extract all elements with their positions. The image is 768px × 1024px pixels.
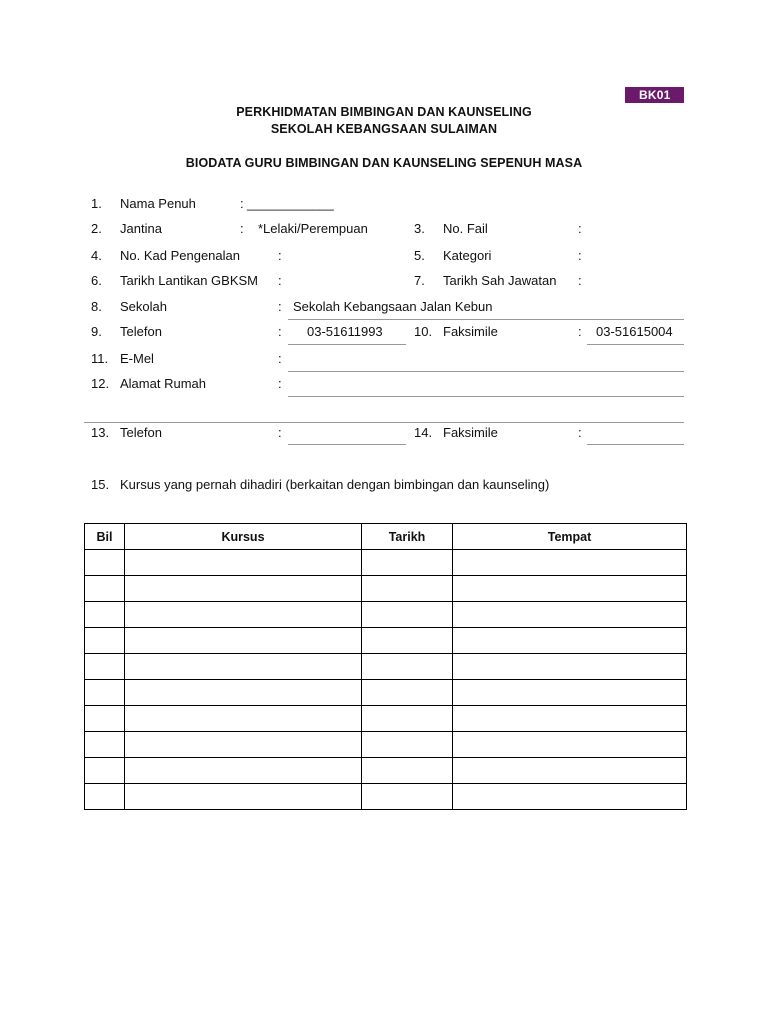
field-6-colon: : — [278, 273, 282, 288]
tarikh-cell[interactable] — [362, 732, 453, 758]
tarikh-cell[interactable] — [362, 784, 453, 810]
header-line-2: SEKOLAH KEBANGSAAN SULAIMAN — [270, 122, 498, 136]
column-header-tempat: Tempat — [453, 524, 687, 550]
field-8-colon: : — [278, 299, 282, 314]
bil-cell[interactable] — [85, 654, 125, 680]
kursus-cell[interactable] — [125, 758, 362, 784]
tempat-cell[interactable] — [453, 602, 687, 628]
field-3-number: 3. — [414, 221, 425, 236]
alamat-underline-1 — [288, 396, 684, 397]
kursus-cell[interactable] — [125, 654, 362, 680]
field-10-colon: : — [578, 324, 582, 339]
form-code-badge: BK01 — [625, 87, 684, 103]
field-11-colon: : — [278, 351, 282, 366]
tempat-cell[interactable] — [453, 576, 687, 602]
table-row — [85, 758, 687, 784]
field-7-number: 7. — [414, 273, 425, 288]
table-row — [85, 628, 687, 654]
field-12-label: Alamat Rumah — [120, 376, 206, 391]
bil-cell[interactable] — [85, 732, 125, 758]
tempat-cell[interactable] — [453, 628, 687, 654]
field-2-number: 2. — [91, 221, 102, 236]
table-row — [85, 732, 687, 758]
faksimile-underline — [587, 344, 684, 345]
field-5-label: Kategori — [443, 248, 492, 263]
tarikh-cell[interactable] — [362, 680, 453, 706]
tempat-cell[interactable] — [453, 680, 687, 706]
bil-cell[interactable] — [85, 550, 125, 576]
field-10-label: Faksimile — [443, 324, 498, 339]
field-13-label: Telefon — [120, 425, 162, 440]
field-13-colon: : — [278, 425, 282, 440]
tempat-cell[interactable] — [453, 550, 687, 576]
tarikh-cell[interactable] — [362, 628, 453, 654]
field-8-label: Sekolah — [120, 299, 167, 314]
field-5-colon: : — [578, 248, 582, 263]
field-1-label: Nama Penuh — [120, 196, 196, 211]
bil-cell[interactable] — [85, 576, 125, 602]
field-10-number: 10. — [414, 324, 433, 339]
kursus-cell[interactable] — [125, 680, 362, 706]
field-2-colon: : — [240, 221, 244, 236]
faksimile-input[interactable]: 03-51615004 — [596, 324, 673, 339]
field-1-number: 1. — [91, 196, 102, 211]
column-header-kursus: Kursus — [125, 524, 362, 550]
bil-cell[interactable] — [85, 758, 125, 784]
table-row — [85, 602, 687, 628]
table-row — [85, 784, 687, 810]
tarikh-cell[interactable] — [362, 706, 453, 732]
telefon-input[interactable]: 03-51611993 — [307, 324, 383, 339]
table-row — [85, 680, 687, 706]
field-4-label: No. Kad Pengenalan — [120, 248, 240, 263]
field-7-colon: : — [578, 273, 582, 288]
bil-cell[interactable] — [85, 628, 125, 654]
field-14-label: Faksimile — [443, 425, 498, 440]
faksimile-rumah-underline — [587, 444, 684, 445]
form-title: BIODATA GURU BIMBINGAN DAN KAUNSELING SEPENUH MASA — [185, 156, 583, 170]
field-11-number: 11. — [91, 351, 109, 366]
kursus-cell[interactable] — [125, 602, 362, 628]
field-15-label: Kursus yang pernah dihadiri (berkaitan dengan bimbingan dan kaunseling) — [120, 477, 550, 492]
bil-cell[interactable] — [85, 706, 125, 732]
sekolah-underline — [288, 319, 684, 320]
field-11-label: E-Mel — [120, 351, 154, 366]
tempat-cell[interactable] — [453, 654, 687, 680]
table-row — [85, 576, 687, 602]
telefon-underline — [288, 344, 406, 345]
column-header-tarikh: Tarikh — [362, 524, 453, 550]
kursus-cell[interactable] — [125, 732, 362, 758]
field-14-colon: : — [578, 425, 582, 440]
kursus-cell[interactable] — [125, 706, 362, 732]
table-row — [85, 550, 687, 576]
bil-cell[interactable] — [85, 602, 125, 628]
field-12-number: 12. — [91, 376, 110, 391]
courses-table — [84, 523, 687, 810]
field-7-label: Tarikh Sah Jawatan — [443, 273, 557, 288]
kursus-cell[interactable] — [125, 628, 362, 654]
tarikh-cell[interactable] — [362, 758, 453, 784]
sekolah-input[interactable]: Sekolah Kebangsaan Jalan Kebun — [293, 299, 493, 314]
tempat-cell[interactable] — [453, 784, 687, 810]
jantina-input[interactable]: *Lelaki/Perempuan — [258, 221, 368, 236]
table-header-row — [85, 524, 687, 550]
field-2-label: Jantina — [120, 221, 162, 236]
tempat-cell[interactable] — [453, 732, 687, 758]
column-header-bil: Bil — [85, 524, 125, 550]
nama-penuh-input[interactable]: ____________ — [247, 196, 334, 211]
tempat-cell[interactable] — [453, 706, 687, 732]
telefon-rumah-underline — [288, 444, 406, 445]
field-6-label: Tarikh Lantikan GBKSM — [120, 273, 259, 288]
table-row — [85, 706, 687, 732]
field-9-number: 9. — [91, 324, 102, 339]
tempat-cell[interactable] — [453, 758, 687, 784]
tarikh-cell[interactable] — [362, 550, 453, 576]
kursus-cell[interactable] — [125, 576, 362, 602]
field-4-colon: : — [278, 248, 282, 263]
field-3-colon: : — [578, 221, 582, 236]
tarikh-cell[interactable] — [362, 602, 453, 628]
header-line-1: PERKHIDMATAN BIMBINGAN DAN KAUNSELING — [236, 105, 532, 119]
alamat-underline-2 — [84, 422, 684, 423]
tarikh-cell[interactable] — [362, 654, 453, 680]
field-3-label: No. Fail — [443, 221, 488, 236]
kursus-cell[interactable] — [125, 784, 362, 810]
field-8-number: 8. — [91, 299, 102, 314]
field-15-number: 15. — [91, 477, 110, 492]
field-14-number: 14. — [414, 425, 433, 440]
emel-underline — [288, 371, 684, 372]
kursus-cell[interactable] — [125, 550, 362, 576]
field-13-number: 13. — [91, 425, 110, 440]
bil-cell[interactable] — [85, 680, 125, 706]
field-9-label: Telefon — [120, 324, 162, 339]
field-9-colon: : — [278, 324, 282, 339]
field-1-colon: : — [240, 196, 244, 211]
field-12-colon: : — [278, 376, 282, 391]
field-4-number: 4. — [91, 248, 102, 263]
tarikh-cell[interactable] — [362, 576, 453, 602]
field-5-number: 5. — [414, 248, 425, 263]
table-row — [85, 654, 687, 680]
field-6-number: 6. — [91, 273, 102, 288]
bil-cell[interactable] — [85, 784, 125, 810]
